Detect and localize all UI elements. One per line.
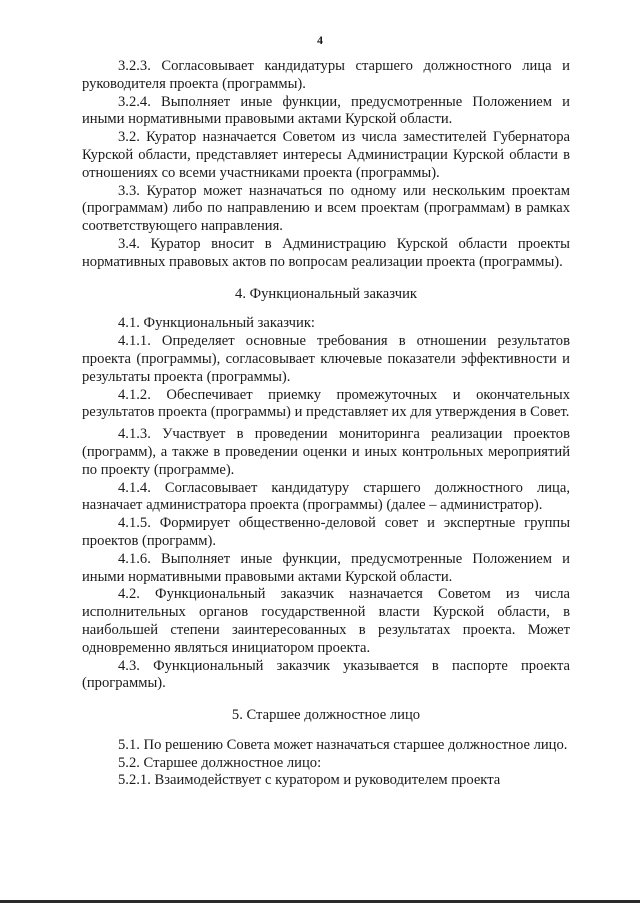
bottom-border-line: [0, 900, 640, 903]
paragraph-4-1-1: 4.1.1. Определяет основные требования в отношении результатов проекта (программы), согласовывает ключевые показатели эффективности и результаты проекта (программы).: [82, 333, 570, 385]
paragraph-4-1-5: 4.1.5. Формирует общественно-деловой совет и экспертные группы проектов (программ).: [82, 515, 570, 549]
page-number: 4: [317, 33, 323, 47]
paragraph-4-1: 4.1. Функциональный заказчик:: [118, 315, 315, 332]
paragraph-4-1-3: 4.1.3. Участвует в проведении мониторинга реализации проектов (программ), а также в проведении оценки и иных контрольных мероприятий по проекту (программе).: [82, 426, 570, 478]
paragraph-5-1: 5.1. По решению Совета может назначаться старшее должностное лицо.: [118, 736, 568, 753]
document-body: [82, 58, 570, 790]
paragraph-3-2-3: 3.2.3. Согласовывает кандидатуры старшего должностного лица и руководителя проекта (программы).: [82, 58, 570, 92]
paragraph-5-2: 5.2. Старшее должностное лицо:: [118, 754, 322, 771]
paragraph-3-3: 3.3. Куратор может назначаться по одному или нескольким проектам (программам) либо по направлению и всем проектам (программам) в рамках соответствующего направления.: [82, 182, 570, 235]
paragraph-4-3: 4.3. Функциональный заказчик указывается в паспорте проекта (программы).: [82, 657, 570, 692]
paragraph-4-1-6: 4.1.6. Выполняет иные функции, предусмотренные Положением и иными нормативными правовыми актами Курской области.: [82, 550, 570, 585]
paragraph-5-2-1: 5.2.1. Взаимодействует с куратором и руководителем проекта: [118, 772, 501, 789]
section-heading-5: 5. Старшее должностное лицо: [231, 707, 421, 724]
paragraph-3-2-4: 3.2.4. Выполняет иные функции, предусмотренные Положением и иными нормативными правовыми актами Курской области.: [82, 93, 570, 128]
paragraph-4-2: 4.2. Функциональный заказчик назначается Советом из числа исполнительных органов государственной власти Курской области, в наибольшей степени заинтересованных в результатах проекта. Может одновременно являться инициатором проекта.: [82, 586, 570, 656]
section-heading-4: 4. Функциональный заказчик: [235, 285, 417, 302]
paragraph-4-1-2: 4.1.2. Обеспечивает приемку промежуточных и окончательных результатов проекта (программы) и представляет их для утверждения в Совет.: [82, 386, 570, 421]
paragraph-4-1-4: 4.1.4. Согласовывает кандидатуру старшего должностного лица, назначает администратора проекта (программы) (далее – администратор).: [82, 479, 570, 514]
paragraph-3-2: 3.2. Куратор назначается Советом из числа заместителей Губернатора Курской области, представляет интересы Администрации Курской области в отношениях со всеми участниками проекта (программы).: [82, 129, 570, 181]
paragraph-3-4: 3.4. Куратор вносит в Администрацию Курской области проекты нормативных правовых актов по вопросам реализации проекта (программы).: [82, 235, 570, 270]
